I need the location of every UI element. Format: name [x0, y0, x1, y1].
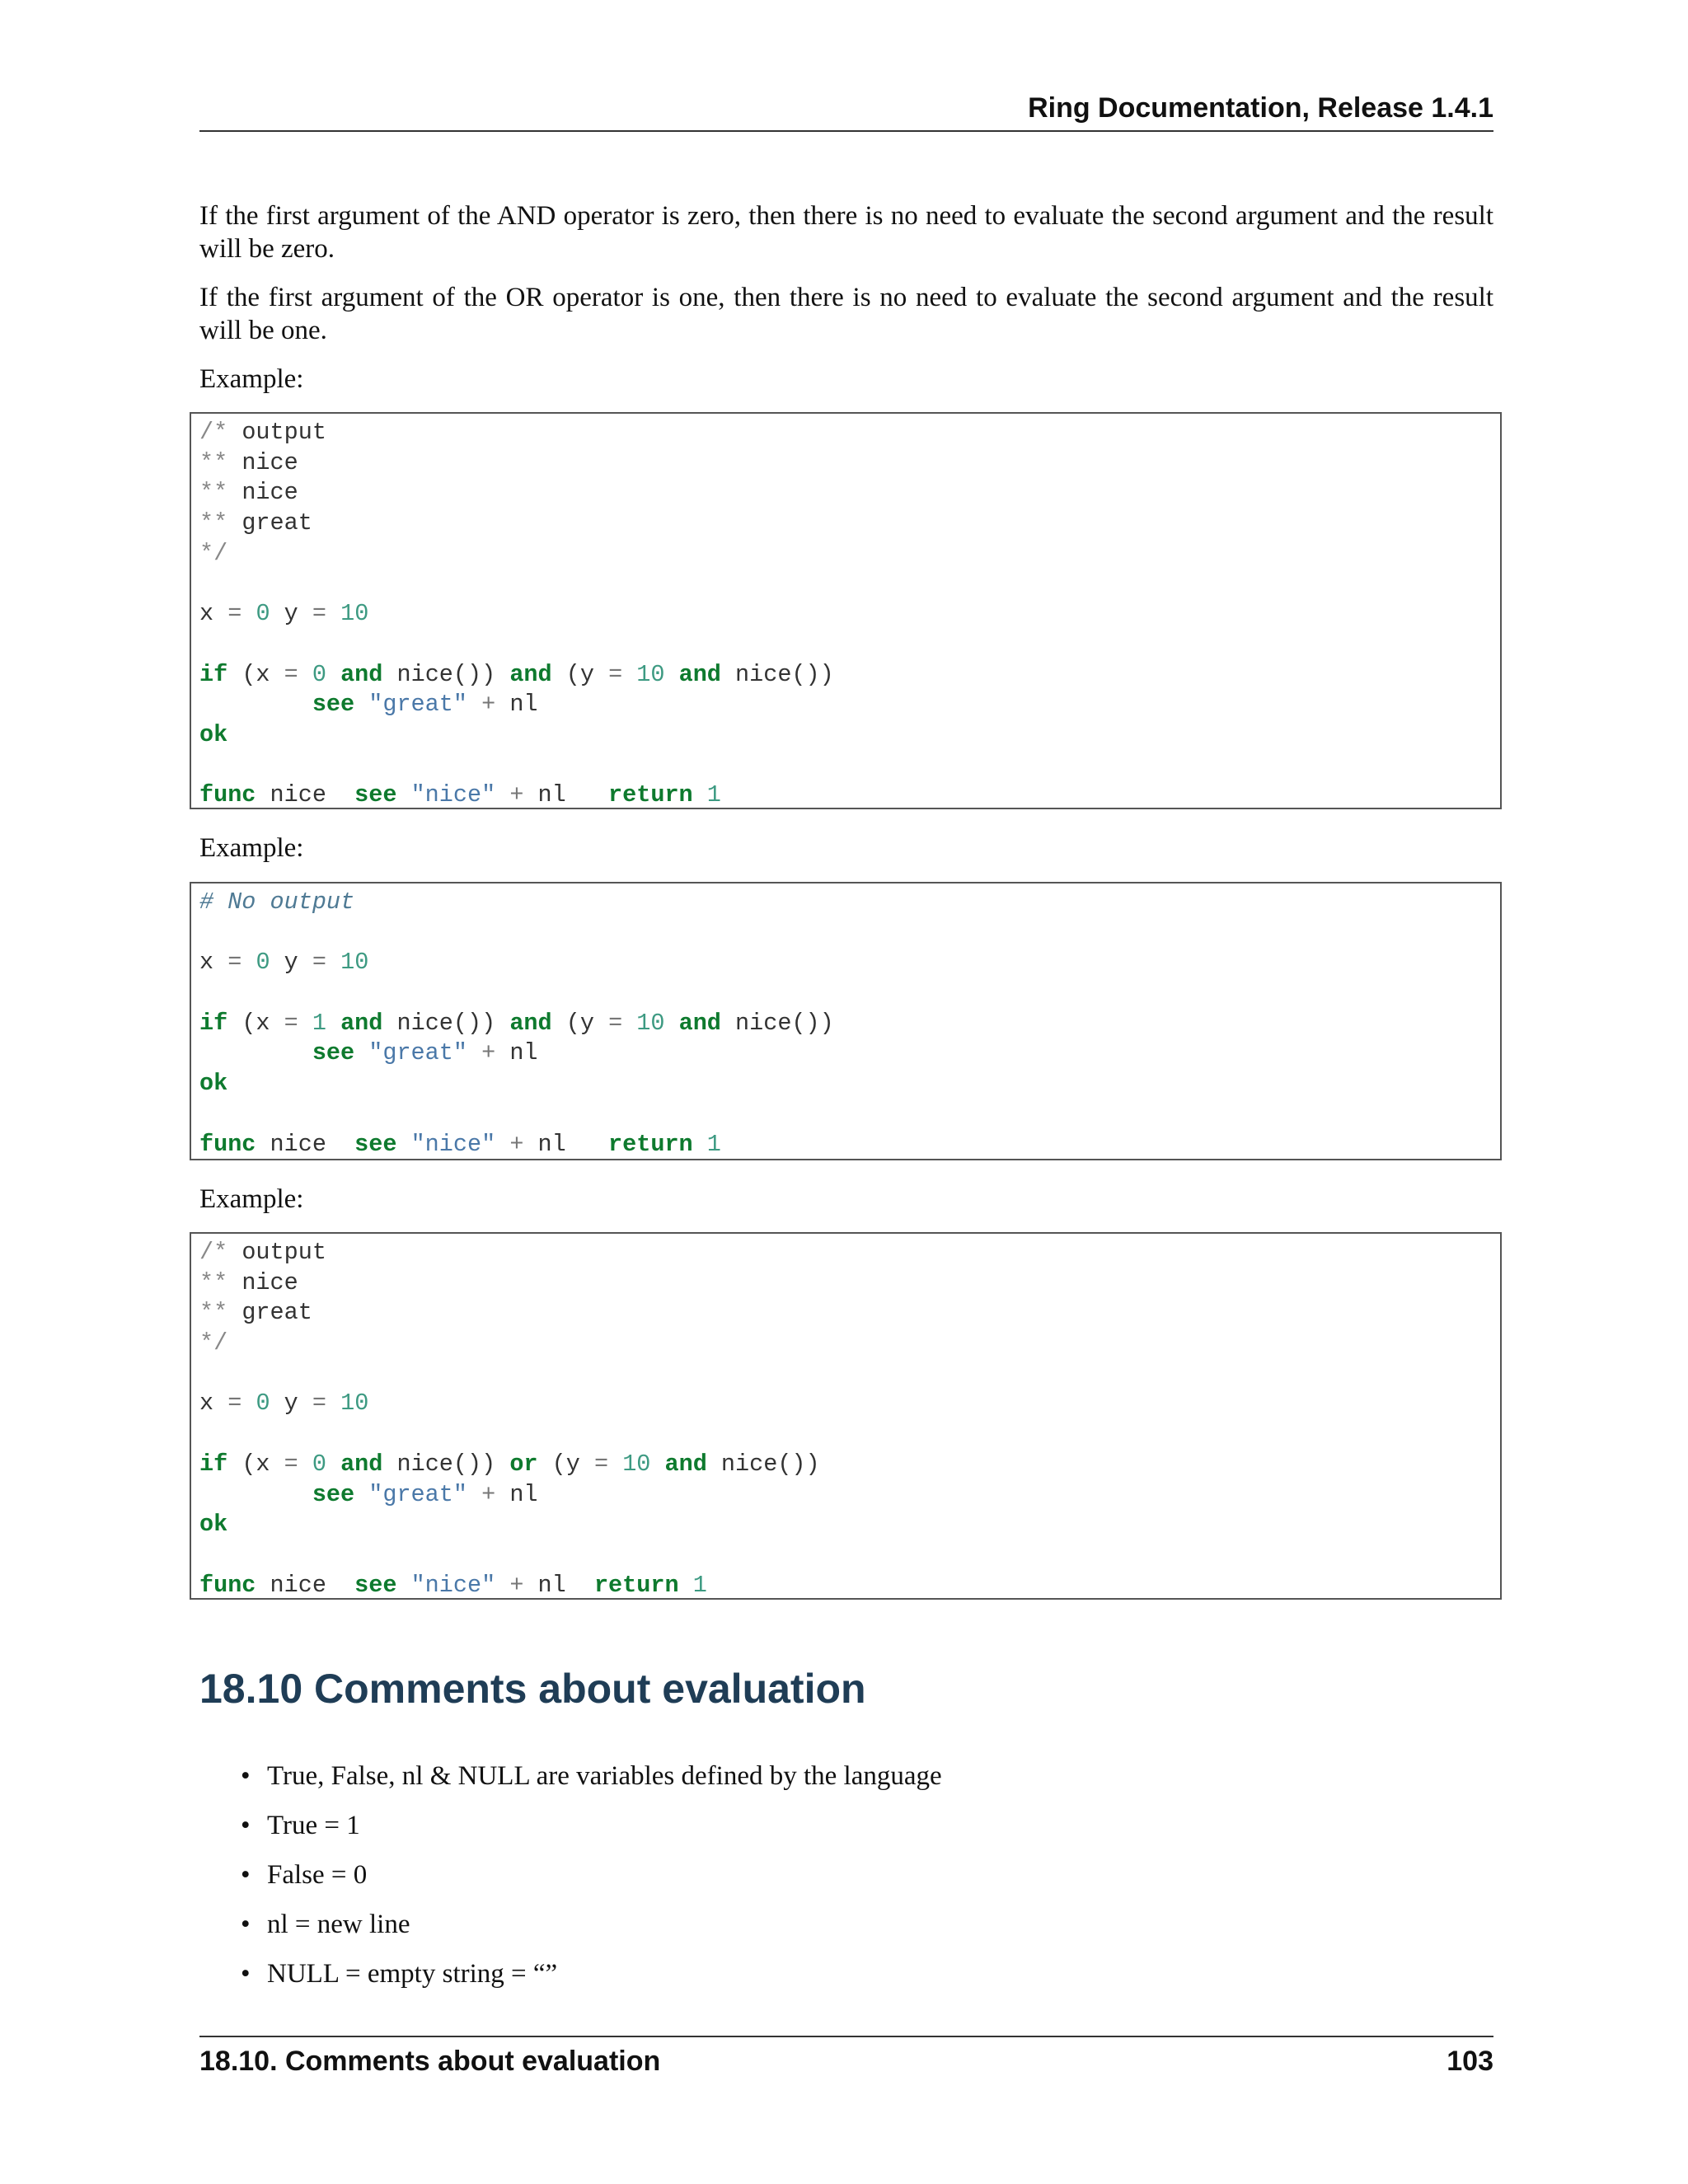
code-token	[467, 1481, 481, 1508]
code-token: 1	[706, 1130, 721, 1158]
code-token: "nice"	[410, 781, 496, 809]
code-token: nice	[241, 448, 298, 476]
code-token: =	[227, 600, 256, 628]
code-token	[396, 781, 410, 808]
code-token	[354, 691, 368, 718]
code-token	[199, 1039, 312, 1066]
code-token: "great"	[368, 1480, 467, 1508]
code-token	[199, 691, 312, 718]
code-token: =	[284, 1450, 312, 1478]
code-token: and	[678, 1009, 721, 1037]
code-line	[199, 888, 1492, 918]
code-token: 0	[256, 600, 284, 628]
code-token: */	[199, 539, 228, 567]
code-token: =	[312, 600, 341, 628]
code-line	[199, 1359, 1492, 1390]
code-token: =	[312, 1390, 341, 1418]
code-token: nice	[256, 1571, 355, 1599]
code-token: ok	[199, 1070, 228, 1098]
code-block-3	[190, 1232, 1502, 1600]
code-token: and	[340, 1009, 383, 1037]
code-token: "great"	[368, 1039, 467, 1067]
code-token	[354, 1481, 368, 1508]
code-token: 10	[340, 949, 369, 977]
code-token: output	[241, 419, 326, 446]
code-token: great	[241, 1299, 312, 1327]
code-token: y	[284, 1390, 312, 1418]
code-token: return	[593, 1571, 679, 1599]
code-token	[679, 1572, 693, 1599]
code-token: 0	[256, 1390, 284, 1418]
list-item: • True = 1	[241, 1809, 942, 1858]
code-block-2	[190, 882, 1502, 1160]
code-token: ok	[199, 720, 228, 748]
code-line	[199, 448, 1492, 479]
code-token: nl	[537, 1130, 609, 1158]
code-token: */	[199, 1329, 228, 1357]
code-line	[199, 1298, 1492, 1329]
code-token: +	[481, 1480, 510, 1508]
code-token: nl	[537, 781, 609, 809]
code-token: +	[509, 1571, 538, 1599]
code-token: nice())	[720, 660, 834, 688]
code-token: func	[199, 1571, 256, 1599]
code-token: 1	[692, 1571, 707, 1599]
code-token: 10	[636, 1009, 679, 1037]
code-token	[467, 691, 481, 718]
code-token: see	[354, 781, 397, 809]
example-label: Example:	[199, 364, 304, 394]
code-token: 10	[622, 1450, 665, 1478]
code-token: =	[227, 949, 256, 977]
code-line	[199, 1268, 1492, 1299]
code-token: and	[340, 1450, 383, 1478]
paragraph-or-operator: If the first argument of the OR operator is one, then there is no need to evaluate the second argument and the result will be one.	[199, 283, 1493, 345]
code-token: see	[354, 1571, 397, 1599]
code-line	[199, 660, 1492, 691]
code-token	[693, 1131, 707, 1158]
code-token: and	[340, 660, 383, 688]
code-token	[495, 1572, 509, 1599]
code-token: nice())	[720, 1009, 834, 1037]
code-token: =	[227, 1390, 256, 1418]
bullet-list	[241, 1760, 942, 2007]
list-item: • True, False, nl & NULL are variables defined by the language	[241, 1760, 942, 1809]
code-token: return	[608, 781, 693, 809]
code-token: # No output	[199, 888, 355, 916]
list-item: • NULL = empty string = “”	[241, 1957, 942, 2007]
code-token: +	[481, 691, 510, 719]
example-label: Example:	[199, 833, 304, 863]
code-token: x	[199, 949, 228, 977]
code-token: or	[509, 1450, 538, 1478]
code-line	[199, 1450, 1492, 1480]
code-token: =	[312, 949, 341, 977]
code-line	[199, 751, 1492, 781]
code-token: and	[509, 1009, 552, 1037]
code-line	[199, 478, 1492, 509]
code-token: (y	[551, 1009, 609, 1037]
code-token: nl	[509, 1039, 538, 1067]
code-token: 0	[312, 1450, 341, 1478]
page-number: 103	[1447, 2046, 1493, 2077]
code-token: **	[199, 479, 242, 507]
code-token: nice())	[382, 660, 510, 688]
code-token: x	[199, 1390, 228, 1418]
code-line	[199, 418, 1492, 448]
code-token: 10	[636, 660, 679, 688]
code-line	[199, 630, 1492, 660]
code-token: =	[593, 1450, 623, 1478]
code-line	[199, 1571, 1492, 1601]
code-token: =	[284, 1009, 312, 1037]
code-line	[199, 918, 1492, 949]
code-token: /*	[199, 1239, 242, 1266]
code-block-1	[190, 412, 1502, 809]
code-token: (x	[227, 660, 284, 688]
code-token: nl	[509, 691, 538, 719]
code-token: output	[241, 1239, 326, 1266]
page-footer	[199, 2036, 1493, 2077]
code-token: and	[509, 660, 552, 688]
code-token: "nice"	[410, 1130, 496, 1158]
code-line	[199, 1389, 1492, 1419]
code-line	[199, 948, 1492, 978]
code-token: 10	[340, 600, 369, 628]
code-token: func	[199, 1130, 256, 1158]
code-token: nice())	[706, 1450, 820, 1478]
code-token: /*	[199, 419, 242, 446]
header-title: Ring Documentation, Release 1.4.1	[1028, 92, 1493, 124]
code-token: nice	[241, 479, 298, 507]
code-token: ok	[199, 1511, 228, 1539]
code-token: "nice"	[410, 1571, 496, 1599]
code-token: y	[284, 600, 312, 628]
code-token: see	[312, 691, 355, 719]
code-token	[495, 1131, 509, 1158]
code-line	[199, 690, 1492, 720]
code-line	[199, 1099, 1492, 1130]
code-token: **	[199, 1299, 242, 1327]
code-token: **	[199, 509, 242, 537]
code-token: nice())	[382, 1009, 510, 1037]
code-token: and	[664, 1450, 707, 1478]
code-token: (x	[227, 1009, 284, 1037]
code-line	[199, 509, 1492, 539]
code-token: =	[608, 1009, 637, 1037]
code-token: (y	[537, 1450, 594, 1478]
code-token: **	[199, 448, 242, 476]
paragraph-and-operator: If the first argument of the AND operator is zero, then there is no need to evaluate the second argument and the result will be zero.	[199, 201, 1493, 264]
code-token: 10	[340, 1390, 369, 1418]
code-token: +	[481, 1039, 510, 1067]
code-line	[199, 1238, 1492, 1268]
list-item: • False = 0	[241, 1858, 942, 1908]
code-token: see	[354, 1130, 397, 1158]
code-token: nl	[509, 1480, 538, 1508]
code-token: 1	[706, 781, 721, 809]
code-line	[199, 569, 1492, 599]
code-line	[199, 1009, 1492, 1039]
code-token: great	[241, 509, 312, 537]
code-line	[199, 780, 1492, 811]
example-label: Example:	[199, 1184, 304, 1214]
code-line	[199, 1130, 1492, 1160]
code-token: 0	[312, 660, 341, 688]
code-line	[199, 1510, 1492, 1540]
code-token	[693, 781, 707, 808]
code-token: func	[199, 781, 256, 809]
code-token: if	[199, 660, 228, 688]
code-token: "great"	[368, 691, 467, 719]
code-token: y	[284, 949, 312, 977]
code-token: nice	[256, 1130, 355, 1158]
code-line	[199, 978, 1492, 1009]
footer-section: 18.10. Comments about evaluation	[199, 2046, 661, 2077]
code-token: +	[509, 781, 538, 809]
code-token: 1	[312, 1009, 341, 1037]
code-token: =	[608, 660, 637, 688]
code-token: 0	[256, 949, 284, 977]
section-heading: 18.10 Comments about evaluation	[199, 1666, 866, 1712]
code-token	[396, 1572, 410, 1599]
code-token: nice	[241, 1268, 298, 1296]
code-line	[199, 1419, 1492, 1450]
code-token: (x	[227, 1450, 284, 1478]
list-item: • nl = new line	[241, 1908, 942, 1957]
code-token: +	[509, 1130, 538, 1158]
code-token: nice	[256, 781, 355, 809]
code-token	[467, 1039, 481, 1066]
code-line	[199, 1069, 1492, 1099]
code-token	[396, 1131, 410, 1158]
code-line	[199, 599, 1492, 630]
code-line	[199, 1480, 1492, 1511]
code-line	[199, 720, 1492, 751]
code-token: nice())	[382, 1450, 510, 1478]
code-token: see	[312, 1039, 355, 1067]
code-token: see	[312, 1480, 355, 1508]
code-token: **	[199, 1268, 242, 1296]
code-token	[495, 781, 509, 808]
code-line	[199, 1038, 1492, 1069]
code-token	[354, 1039, 368, 1066]
code-token: (y	[551, 660, 609, 688]
code-token: =	[284, 660, 312, 688]
code-token: return	[608, 1130, 693, 1158]
code-token: nl	[537, 1571, 594, 1599]
code-token: if	[199, 1450, 228, 1478]
code-token	[199, 1481, 312, 1508]
code-token: x	[199, 600, 228, 628]
code-line	[199, 1540, 1492, 1571]
code-line	[199, 539, 1492, 569]
code-token: and	[678, 660, 721, 688]
code-token: if	[199, 1009, 228, 1037]
page-header	[199, 92, 1493, 132]
code-line	[199, 1329, 1492, 1359]
